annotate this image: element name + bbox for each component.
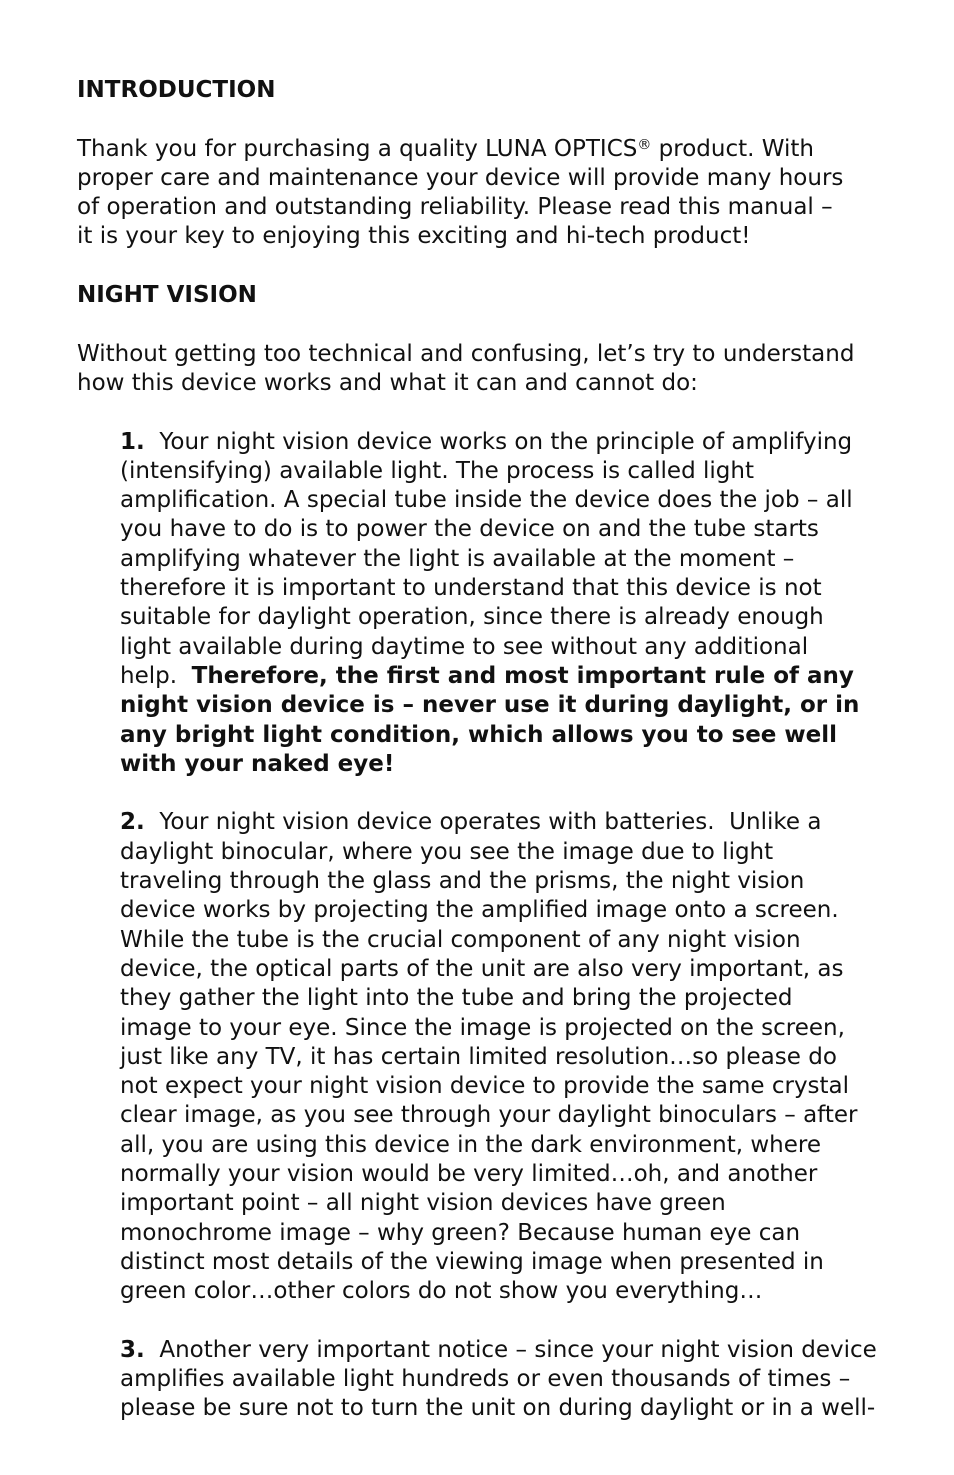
item-2-line: While the tube is the crucial component of any night vision [120, 926, 801, 953]
night-vision-section [77, 281, 937, 398]
important-rule-text: with your naked eye! [120, 750, 395, 777]
item-2-line: monochrome image – why green? Because human eye can [120, 1219, 801, 1246]
item-2-line: daylight binocular, where you see the image due to light [120, 838, 774, 865]
introduction-heading: INTRODUCTION [77, 77, 276, 103]
item-1-line: help. Therefore, the first and most important rule of any [120, 662, 854, 689]
item-1-line: therefore it is important to understand that this device is not [120, 575, 822, 602]
item-2-line: all, you are using this device in the dark environment, where [120, 1131, 822, 1158]
registered-mark: ® [637, 136, 652, 153]
night-vision-paragraph [77, 340, 937, 399]
item-3-line: 3. Another very important notice – since your night vision device [120, 1336, 877, 1363]
nv-line-1: Without getting too technical and confusing, let’s try to understand [77, 340, 855, 367]
item-1-line: 1. Your night vision device works on the principle of amplifying [120, 428, 853, 455]
item-2-line: clear image, as you see through your daylight binoculars – after [120, 1102, 858, 1129]
introduction-section [77, 76, 937, 252]
manual-page [77, 76, 937, 1424]
item-1-line: suitable for daylight operation, since there is already enough [120, 604, 824, 631]
item-number: 1. [120, 428, 145, 455]
item-2-line: traveling through the glass and the prisms, the night vision [120, 868, 805, 895]
item-2-line: distinct most details of the viewing image when presented in [120, 1248, 824, 1275]
item-number: 2. [120, 809, 145, 836]
intro-line-2: proper care and maintenance your device will provide many hours [77, 164, 844, 191]
item-1-line: amplification. A special tube inside the device does the job – all [120, 487, 853, 514]
item-3-line: please be sure not to turn the unit on during daylight or in a well- [120, 1395, 876, 1422]
item-2-line: green color…other colors do not show you everything… [120, 1278, 763, 1305]
item-2-line: device works by projecting the amplified image onto a screen. [120, 897, 839, 924]
important-rule-text: any bright light condition, which allows you to see well [120, 721, 838, 748]
item-1-line: (intensifying) available light. The process is called light [120, 457, 754, 484]
item-2-line: they gather the light into the tube and bring the projected [120, 985, 793, 1012]
item-2-line: just like any TV, it has certain limited resolution…so please do [120, 1043, 837, 1070]
list-item-3 [120, 1336, 940, 1424]
item-2-line: important point – all night vision devices have green [120, 1190, 726, 1217]
nv-line-2: how this device works and what it can and cannot do: [77, 369, 698, 396]
important-rule-text: Therefore, the first and most important rule of any [191, 662, 854, 689]
item-2-line: device, the optical parts of the unit are also very important, as [120, 955, 844, 982]
item-2-line: normally your vision would be very limited…oh, and another [120, 1160, 818, 1187]
item-1-line: light available during daytime to see without any additional [120, 633, 809, 660]
item-number: 3. [120, 1336, 145, 1363]
list-item-1 [120, 428, 940, 780]
introduction-paragraph [77, 135, 937, 252]
item-1-line: amplifying whatever the light is available at the moment – [120, 545, 795, 572]
intro-line-3: of operation and outstanding reliability. Please read this manual – [77, 194, 833, 221]
intro-line-1: Thank you for purchasing a quality LUNA OPTICS® product. With [77, 135, 814, 162]
item-2-line: not expect your night vision device to provide the same crystal [120, 1073, 850, 1100]
list-item-2 [120, 808, 940, 1306]
important-rule-text: night vision device is – never use it during daylight, or in [120, 692, 860, 719]
item-2-line: image to your eye. Since the image is projected on the screen, [120, 1014, 845, 1041]
item-3-line: amplifies available light hundreds or even thousands of times – [120, 1366, 851, 1393]
item-2-line: 2. Your night vision device operates with batteries. Unlike a [120, 809, 822, 836]
intro-line-4: it is your key to enjoying this exciting and hi-tech product! [77, 223, 751, 250]
night-vision-heading: NIGHT VISION [77, 282, 257, 309]
item-1-line: you have to do is to power the device on and the tube starts [120, 516, 819, 543]
